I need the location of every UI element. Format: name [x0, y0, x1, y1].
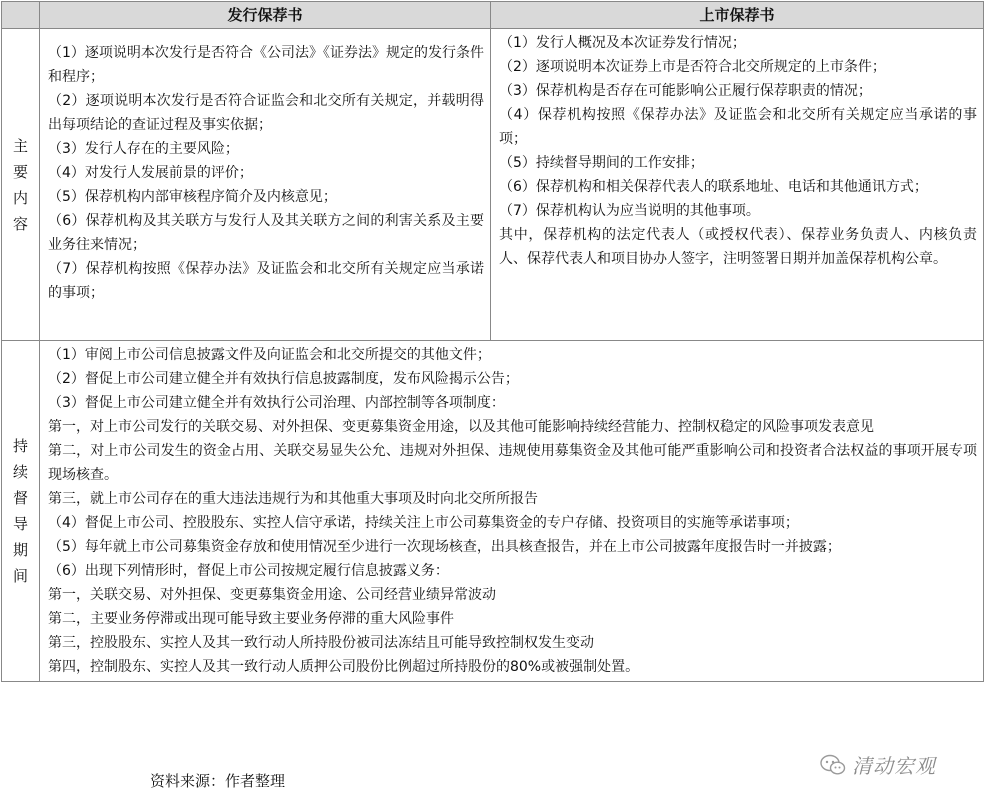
- listing-item: （7）保荐机构认为应当说明的其他事项。: [499, 203, 760, 219]
- supervision-item: 第三，就上市公司存在的重大违法违规行为和其他重大事项及时向北交所所报告: [48, 491, 538, 507]
- row-continuous-supervision: [2, 341, 984, 682]
- listing-signature-note: 其中，保荐机构的法定代表人（或授权代表）、保荐业务负责人、内核负责人、保荐代表人和项目协办人签字，注明签署日期并加盖保荐机构公章。: [499, 227, 977, 267]
- cell-listing-content: [491, 29, 984, 341]
- supervision-item: 第一，关联交易、对外担保、变更募集资金用途、公司经营业绩异常波动: [48, 587, 496, 603]
- issuance-item: （3）发行人存在的主要风险；: [48, 141, 239, 157]
- listing-item: （6）保荐机构和相关保荐代表人的联系地址、电话和其他通讯方式；: [499, 179, 928, 195]
- supervision-item: （6）出现下列情形时，督促上市公司按规定履行信息披露义务：: [48, 563, 449, 579]
- row-label-main-content: [2, 29, 40, 341]
- issuance-item: （7）保荐机构按照《保荐办法》及证监会和北交所有关规定应当承诺的事项；: [48, 261, 484, 301]
- header-row: [2, 2, 984, 29]
- listing-item: （4）保荐机构按照《保荐办法》及证监会和北交所有关规定应当承诺的事项；: [499, 107, 977, 147]
- watermark: [820, 750, 936, 779]
- issuance-item: （1）逐项说明本次发行是否符合《公司法》《证券法》规定的发行条件和程序；: [48, 45, 484, 85]
- header-listing-recommendation: 上市保荐书: [491, 2, 984, 29]
- supervision-item: 第三，控股股东、实控人及其一致行动人所持股份被司法冻结且可能导致控制权发生变动: [48, 635, 594, 651]
- issuance-item: （5）保荐机构内部审核程序简介及内核意见；: [48, 189, 337, 205]
- cell-supervision-content: [40, 341, 984, 682]
- row-label-char: 期: [12, 541, 28, 559]
- comparison-table: [1, 1, 984, 682]
- row-label-char: 续: [12, 463, 28, 481]
- row-main-content: [2, 29, 984, 341]
- header-issuance-recommendation: 发行保荐书: [40, 2, 491, 29]
- row-label-char: 持: [12, 437, 28, 455]
- row-label-char: 容: [12, 214, 28, 233]
- issuance-item: （2）逐项说明本次发行是否符合证监会和北交所有关规定，并载明得出每项结论的查证过程及事实依据；: [48, 93, 484, 133]
- row-label-char: 间: [12, 567, 28, 585]
- supervision-item: （4）督促上市公司、控股股东、实控人信守承诺，持续关注上市公司募集资金的专户存储、投资项目的实施等承诺事项；: [48, 515, 799, 531]
- supervision-item: 第二，主要业务停滞或出现可能导致主要业务停滞的重大风险事件: [48, 611, 454, 627]
- issuance-item: （4）对发行人发展前景的评价；: [48, 165, 253, 181]
- wechat-icon: [820, 754, 846, 776]
- supervision-item: 第二，对上市公司发生的资金占用、关联交易显失公允、违规对外担保、违规使用募集资金及其他可能严重影响公司和投资者合法权益的事项开展专项现场核查。: [48, 443, 977, 483]
- supervision-item: （3）督促上市公司建立健全并有效执行公司治理、内部控制等各项制度：: [48, 395, 505, 411]
- listing-item: （2）逐项说明本次证券上市是否符合北交所规定的上市条件；: [499, 59, 886, 75]
- supervision-item: （2）督促上市公司建立健全并有效执行信息披露制度，发布风险揭示公告；: [48, 371, 519, 387]
- listing-item: （1）发行人概况及本次证券发行情况；: [499, 35, 746, 51]
- row-label-char: 内: [12, 188, 28, 207]
- supervision-item: 第一，对上市公司发行的关联交易、对外担保、变更募集资金用途，以及其他可能影响持续经营能力、控制权稳定的风险事项发表意见: [48, 419, 874, 435]
- header-corner: [2, 2, 40, 29]
- watermark-text: 清动宏观: [852, 754, 936, 778]
- supervision-item: 第四，控制股东、实控人及其一致行动人质押公司股份比例超过所持股份的80%或被强制处置。: [48, 659, 640, 675]
- row-label-char: 督: [12, 489, 28, 507]
- source-note: 资料来源：作者整理: [150, 772, 286, 790]
- supervision-item: （1）审阅上市公司信息披露文件及向证监会和北交所提交的其他文件；: [48, 347, 491, 363]
- listing-item: （3）保荐机构是否存在可能影响公正履行保荐职责的情况；: [499, 83, 872, 99]
- cell-issuance-content: [40, 29, 491, 341]
- row-label-char: 主: [12, 136, 28, 155]
- row-label-char: 要: [12, 162, 28, 181]
- row-label-char: 导: [12, 515, 28, 533]
- listing-item: （5）持续督导期间的工作安排；: [499, 155, 704, 171]
- supervision-item: （5）每年就上市公司募集资金存放和使用情况至少进行一次现场核查，出具核查报告，并在上市公司披露年度报告时一并披露；: [48, 539, 841, 555]
- row-label-continuous-supervision: [2, 341, 40, 682]
- issuance-item: （6）保荐机构及其关联方与发行人及其关联方之间的利害关系及主要业务往来情况；: [48, 213, 484, 253]
